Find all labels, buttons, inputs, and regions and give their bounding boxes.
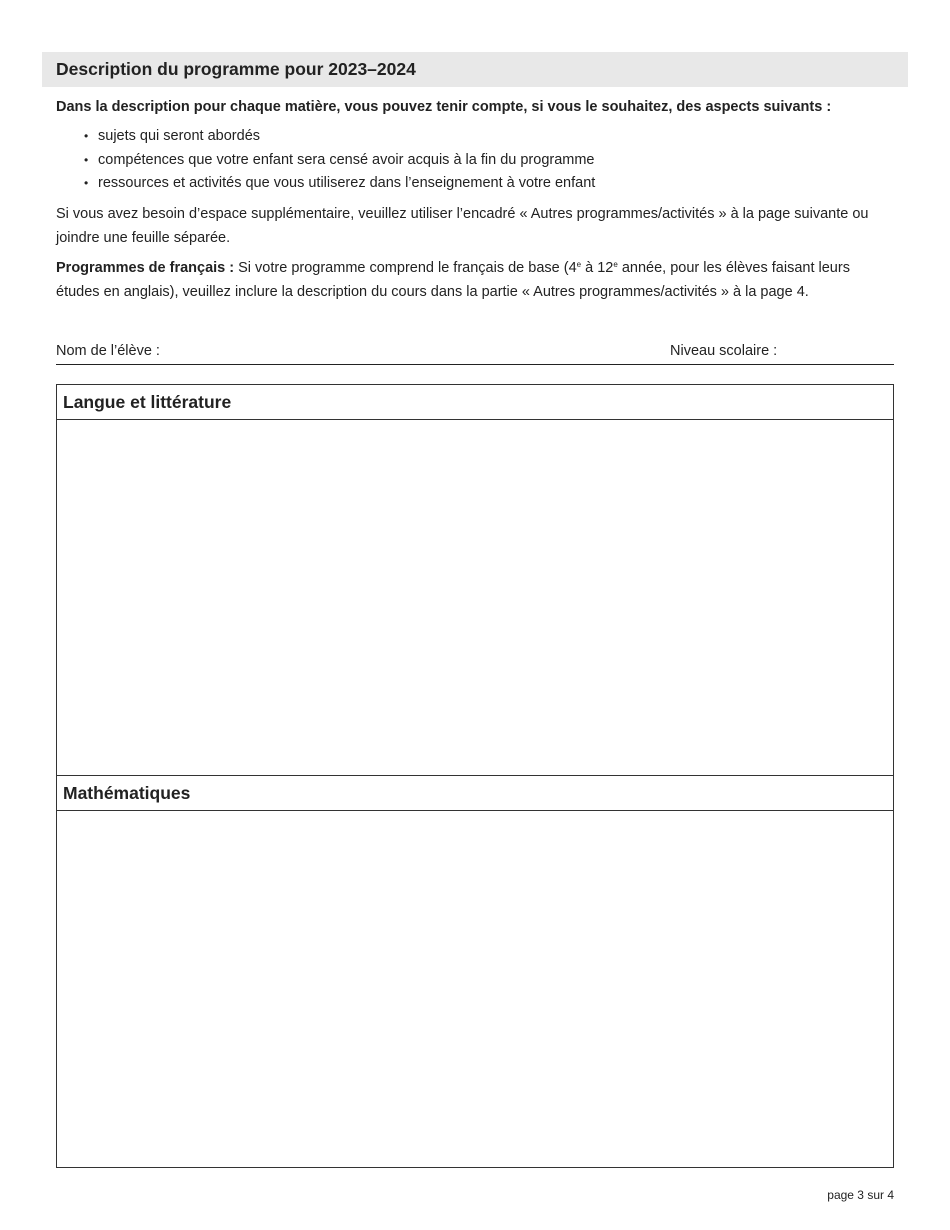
page-title: Description du programme pour 2023–2024 [56,59,416,79]
bullet-icon: • [84,176,89,190]
extra-space-note: Si vous avez besoin d’espace supplémentaire, veuillez utiliser l’encadré « Autres programmes/activités » à la page suivante ou joindre une feuille séparée. [56,206,869,246]
student-name-label: Nom de l’élève : [56,343,160,359]
aspect-text: compétences que votre enfant sera censé avoir acquis à la fin du programme [98,151,595,168]
aspect-text: sujets qui seront abordés [98,128,261,144]
list-item [56,126,896,150]
french-text-after: année, pour les élèves faisant leurs études en anglais), veuillez inclure la description du cours dans la partie « Autres programmes/activités » à la page 4. [56,260,850,300]
grade-level-label: Niveau scolaire : [670,343,778,359]
french-text-mid: à 12 [581,260,614,276]
bullet-icon: • [84,129,89,143]
aspects-list [56,126,896,197]
aspect-text: ressources et activités que vous utiliserez dans l’enseignement à votre enfant [98,175,596,191]
subject-heading-math: Mathématiques [57,776,893,811]
section-header [42,52,908,87]
list-item [56,173,896,197]
list-item [56,150,896,174]
student-info-row [56,341,894,365]
superscript: e [613,260,618,269]
french-programs-note [56,257,894,304]
subjects-table [56,384,894,1168]
language-description-field[interactable] [57,420,893,776]
intro-text: Dans la description pour chaque matière, vous pouvez tenir compte, si vous le souhaitez, des aspects suivants : [56,99,832,115]
math-description-field[interactable] [57,811,893,1167]
french-text-before: Si votre programme comprend le français de base (4 [234,260,577,276]
bullet-icon: • [84,152,89,167]
superscript: e [576,260,582,269]
page-number: page 3 sur 4 [827,1188,894,1202]
subject-heading-language: Langue et littérature [57,385,893,420]
french-programs-label: Programmes de français : [56,260,235,276]
